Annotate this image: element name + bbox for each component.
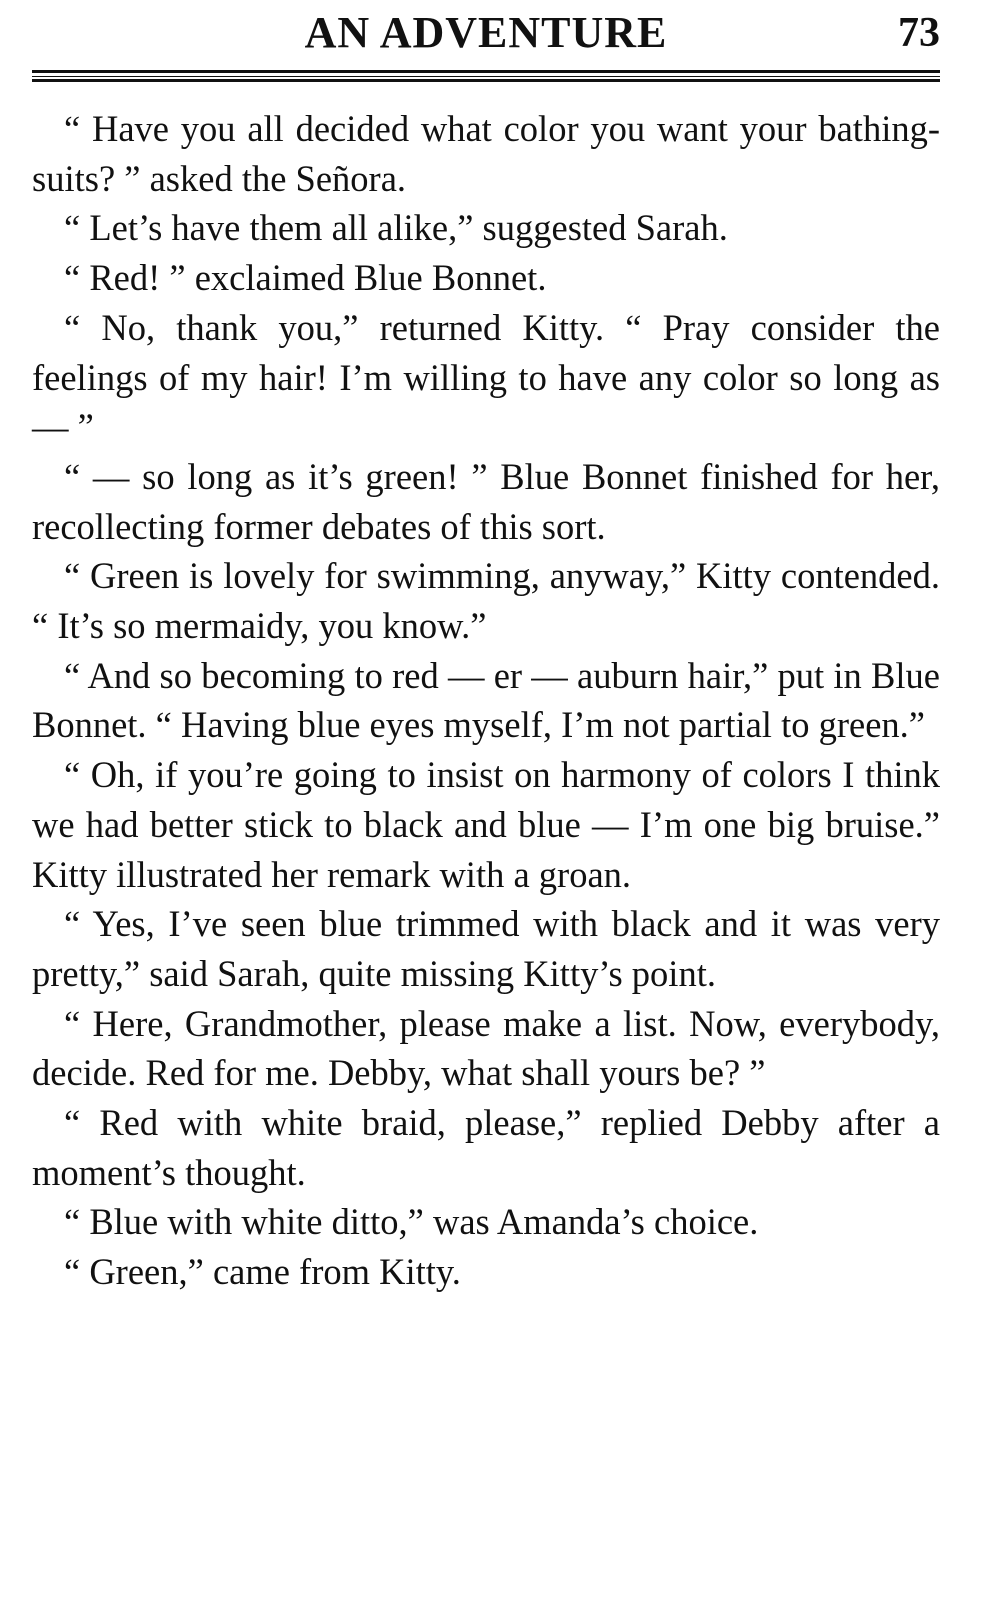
paragraph: “ Here, Grandmother, please make a list. Now, everybody, decide. Red for me. Debby, what shall yours be? ” [32, 1002, 940, 1094]
paragraph: “ Blue with white ditto,” was Amanda’s choice. [64, 1201, 759, 1243]
paragraph: “ — so long as it’s green! ” Blue Bonnet finished for her, recollecting former debates of this sort. [32, 455, 940, 547]
paragraph: “ Have you all decided what color you want your bathing-suits? ” asked the Señora. [32, 108, 940, 199]
paragraph: “ Let’s have them all alike,” suggested Sarah. [64, 207, 728, 249]
paragraph: “ Red with white braid, please,” replied Debby after a moment’s thought. [32, 1102, 940, 1193]
paragraph: “ Oh, if you’re going to insist on harmony of colors I think we had better stick to black and blue — I’m one big bruise.” Kitty illustrated her remark with a groan. [32, 754, 940, 895]
header-rule [32, 70, 940, 82]
page-header [32, 0, 940, 68]
page-body [32, 104, 940, 1297]
running-head: AN ADVENTURE [304, 8, 668, 57]
paragraph: “ No, thank you,” returned Kitty. “ Pray consider the feelings of my hair! I’m willing to have any color so long as — ” [32, 306, 940, 448]
paragraph: “ Yes, I’ve seen blue trimmed with black and it was very pretty,” said Sarah, quite missing Kitty’s point. [32, 903, 940, 994]
page-number: 73 [898, 10, 940, 56]
paragraph: “ Green,” came from Kitty. [64, 1251, 461, 1293]
book-page [32, 0, 940, 1619]
paragraph: “ And so becoming to red — er — auburn hair,” put in Blue Bonnet. “ Having blue eyes myself, I’m not partial to green.” [32, 654, 940, 746]
paragraph: “ Green is lovely for swimming, anyway,” Kitty contended. “ It’s so mermaidy, you know.” [32, 555, 940, 647]
paragraph: “ Red! ” exclaimed Blue Bonnet. [64, 257, 547, 299]
